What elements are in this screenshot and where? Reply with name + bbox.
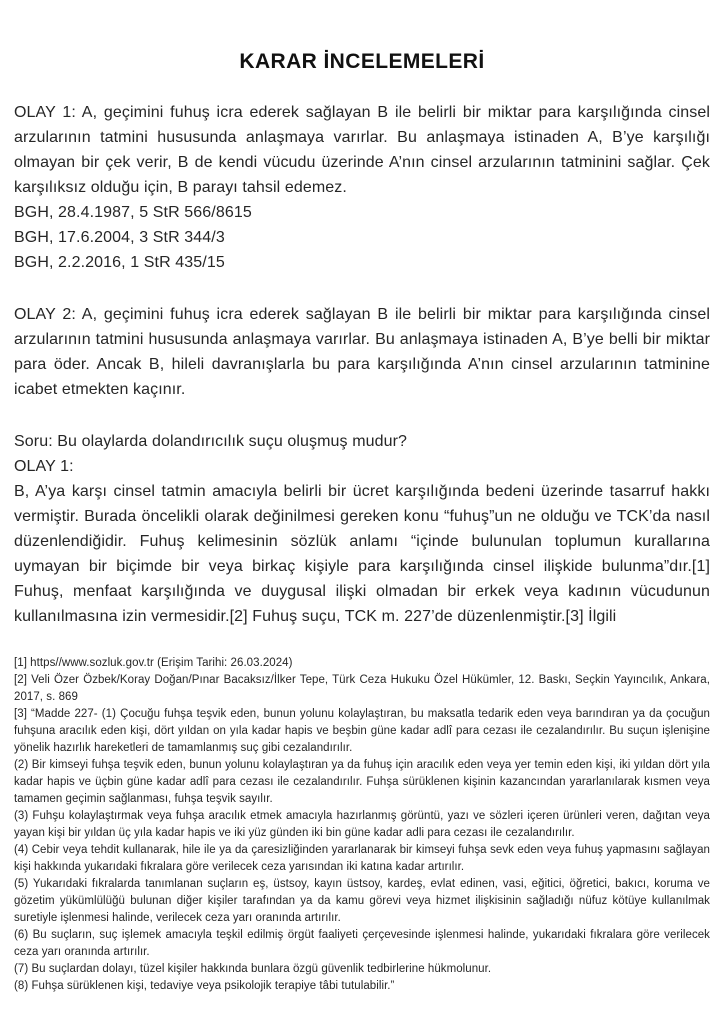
footnote-3-clause-3: (3) Fuhşu kolaylaştırmak veya fuhşa aracılık etmek amacıyla hazırlanmış görüntü, yazı ve sözleri içeren ürünleri veren, dağıtan veya yayan kişi bir yıldan üç yıla kadar hapis ve iki yüz günden iki bin güne kadar adli para cezası ile cezalandırılır. (14, 810, 710, 839)
footnote-3-clause-5: (5) Yukarıdaki fıkralarda tanımlanan suçların eş, üstsoy, kayın üstsoy, kardeş, evlat edinen, vasi, eğitici, öğretici, bakıcı, koruma ve gözetim yükümlülüğü bulunan diğer kişiler tarafından ya da kamu görevi veya hizmet ilişkisinin sağladığı nüfuz kötüye kullanılmak suretiyle işlenmesi halinde, verilecek ceza yarı oranında artırılır. (14, 878, 710, 924)
footnote-3-clause-1: [3] “Madde 227- (1) Çocuğu fuhşa teşvik eden, bunun yolunu kolaylaştıran, bu maksatla tedarik eden veya barındıran ya da çocuğun fuhşuna aracılık eden kişi, dört yıldan on yıla kadar hapis ve beşbin güne kadar adlî para cezası ile cezalandırılır. Bu suçun işlenişine yönelik hazırlık hareketleri de tamamlanmış suç gibi cezalandırılır. (14, 708, 710, 754)
citation-line: BGH, 2.2.2016, 1 StR 435/15 (14, 254, 225, 271)
citation-line: BGH, 28.4.1987, 5 StR 566/8615 (14, 204, 252, 221)
footnote-3-clause-2: (2) Bir kimseyi fuhşa teşvik eden, bunun yolunu kolaylaştıran ya da fuhuş için aracılık eden veya yer temin eden kişi, iki yıldan dört yıla kadar hapis ve üçbin güne kadar adlî para cezası ile cezalandırılır. Fuhşa sürüklenen kişinin kazancından yararlanılarak kısmen veya tamamen geçimin sağlanması, fuhşa teşvik sayılır. (14, 759, 710, 805)
olay2-paragraph: OLAY 2: A, geçimini fuhuş icra ederek sağlayan B ile belirli bir miktar para karşılığında cinsel arzularının tatmini hususunda anlaşmaya varırlar. Bu anlaşmaya istinaden A, B’ye belli bir miktar para öder. Ancak B, hileli davranışlarla bu para karşılığında A’nın cinsel arzularının tatminine icabet etmekten kaçınır. (14, 306, 710, 398)
analysis-heading: OLAY 1: (14, 458, 74, 475)
footnotes-section (14, 655, 710, 995)
footnote-3-clause-4: (4) Cebir veya tehdit kullanarak, hile ile ya da çaresizliğinden yararlanarak bir kimseyi fuhşa sevk eden veya fuhuş yapmasını sağlayan kişi hakkında yukarıdaki fıkralara göre verilecek ceza yarısından iki katına kadar artırılır. (14, 844, 710, 873)
page-title: KARAR İNCELEMELERİ (239, 50, 485, 73)
footnote-3-clause-7: (7) Bu suçlardan dolayı, tüzel kişiler hakkında bunlara özgü güvenlik tedbirlerine hükmolunur. (14, 963, 492, 975)
olay1-paragraph: OLAY 1: A, geçimini fuhuş icra ederek sağlayan B ile belirli bir miktar para karşılığında cinsel arzularının tatmini hususunda anlaşmaya varırlar. Bu anlaşmaya istinaden A, B’ye karşılığı olmayan bir çek verir, B de kendi vücudu üzerinde A’nın cinsel arzularının tatminini sağlar. Çek karşılıksız olduğu için, B parayı tahsil edemez. (14, 104, 710, 196)
question-line: Soru: Bu olaylarda dolandırıcılık suçu oluşmuş mudur? (14, 433, 408, 450)
citation-line: BGH, 17.6.2004, 3 StR 344/3 (14, 229, 225, 246)
footnote-1: [1] https//www.sozluk.gov.tr (Erişim Tarihi: 26.03.2024) (14, 657, 293, 669)
footnote-2: [2] Veli Özer Özbek/Koray Doğan/Pınar Bacaksız/İlker Tepe, Türk Ceza Hukuku Özel Hükümler, 12. Baskı, Seçkin Yayıncılık, Ankara, 2017, s. 869 (14, 674, 710, 703)
footnote-3-clause-8: (8) Fuhşa sürüklenen kişi, tedaviye veya psikolojik terapiye tâbi tutulabilir.” (14, 980, 395, 992)
footnote-3-clause-6: (6) Bu suçların, suç işlemek amacıyla teşkil edilmiş örgüt faaliyeti çerçevesinde işlenmesi halinde, yukarıdaki fıkralara göre verilecek ceza yarı oranında artırılır. (14, 929, 710, 958)
analysis-paragraph: B, A’ya karşı cinsel tatmin amacıyla belirli bir ücret karşılığında bedeni üzerinde tasarruf hakkı vermiştir. Burada öncelikli olarak değinilmesi gereken konu “fuhuş”un ne olduğu ve TCK’da nasıl düzenlendiğidir. Fuhuş kelimesinin sözlük anlamı “içinde bulunulan toplumun kurallarına uymayan bir biçimde bir veya birkaç kişiyle para karşılığında cinsel ilişkide bulunma”dır.[1] Fuhuş, menfaat karşılığında ve duygusal ilişki olmadan bir erkek veya kadının vücudunun kullanılmasına izin vermesidir.[2] Fuhuş suçu, TCK m. 227’de düzenlenmiştir.[3] İlgili (14, 483, 710, 625)
